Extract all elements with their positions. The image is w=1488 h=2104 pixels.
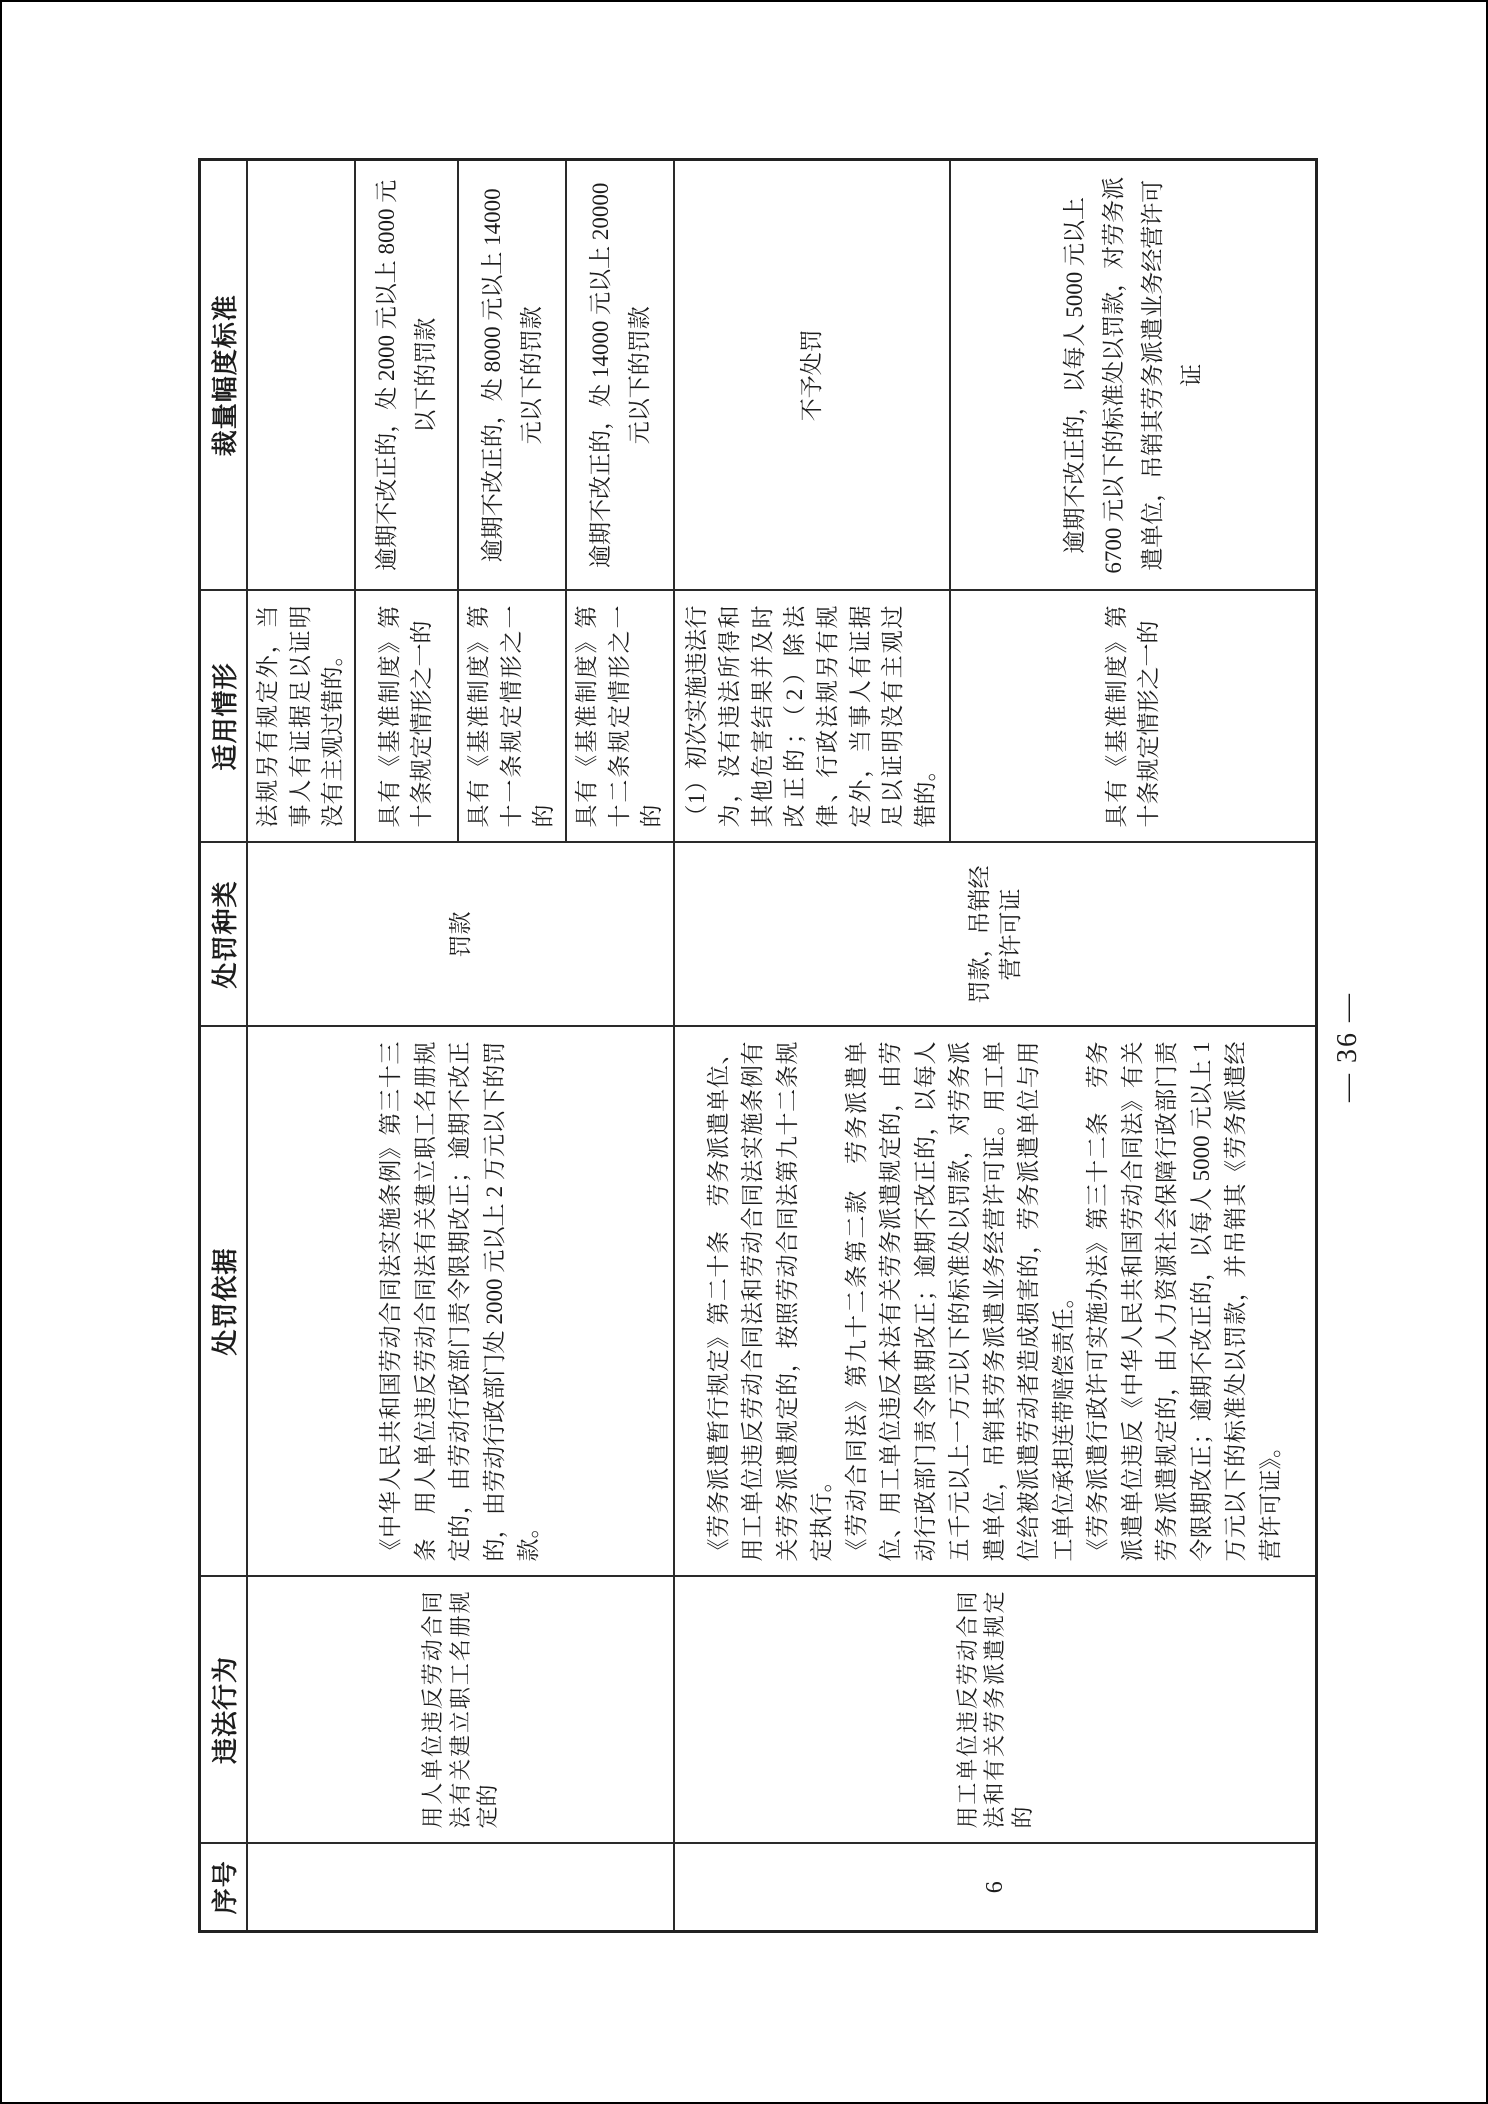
group1-basis-paragraph: 《中华人民共和国劳动合同法实施条例》第三十三条 用人单位违反劳动合同法有关建立职工名册规定的，由劳动行政部门责令限期改正；逾期不改正的，由劳动行政部门处 2000 元以上 2 万元以下的罚款。 [378,1041,542,1562]
group2-penalty-type-cell: 罚款，吊销经营许可证 [674,843,1317,1027]
group2-standard-2: 逾期不改正的，以每人 5000 元以上 6700 元以下的标准处以罚款，对劳务派遣单位，吊销其劳务派遣业务经营许可证 [950,160,1317,591]
group1-subrow1 [247,160,355,1932]
group1-situation-2: 具有《基准制度》第十条规定情形之一的 [355,591,458,843]
rotated-landscape-content [198,161,1364,1933]
group2-penalty-basis-cell [674,1027,1317,1577]
group2-situation-1: （1）初次实施违法行为，没有违法所得和其他危害结果并及时改正的；（2）除法律、行政法规另有规定外，当事人有证据足以证明没有主观过错的。 [674,591,950,843]
group2-basis-paragraph-2: 《劳动合同法》第九十二条第二款 劳务派遣单位、用工单位违反本法有关劳务派遣规定的，由劳动行政部门责令限期改正；逾期不改正的，以每人五千元以上一万元以下的标准处以罚款，对劳务派遣单位，吊销其劳务派遣业务经营许可证。用工单位给被派遣劳动者造成损害的，劳务派遣单位与用工单位承担连带赔偿责任。 [843,1041,1076,1562]
header-illegal-act: 违法行为 [200,1577,248,1844]
group2-serial-cell: 6 [674,1844,1317,1932]
group2-basis-paragraph-3: 《劳务派遣行政许可实施办法》第三十二条 劳务派遣单位违反《中华人民共和国劳动合同法》有关劳务派遣规定的，由人力资源社会保障行政部门责令限期改正；逾期不改正的，以每人 5000 元以上 1 万元以下的标准处以罚款，并吊销其《劳务派遣经营许可证》。 [1085,1041,1283,1562]
group2-standard-1: 不予处罚 [674,160,950,591]
rotated-content-area [198,161,1364,1933]
group1-serial-cell [247,1844,674,1932]
header-penalty-basis: 处罚依据 [200,1027,248,1577]
group1-standard-4: 逾期不改正的，处 14000 元以上 20000 元以下的罚款 [566,160,674,591]
header-situation: 适用情形 [200,591,248,843]
group2-situation-2: 具有《基准制度》第十条规定情形之一的 [950,591,1317,843]
group1-situation-4: 具有《基准制度》第十二条规定情形之一的 [566,591,674,843]
page-number: — 36 — [1332,992,1364,1102]
group1-situation-1: 法规另有规定外，当事人有证据足以证明没有主观过错的。 [247,591,355,843]
group2-subrow1 [674,160,950,1932]
group1-penalty-basis-cell [247,1027,674,1577]
group1-standard-1 [247,160,355,591]
group2-illegal-act-cell: 用工单位违反劳动合同法和有关劳务派遣规定的 [674,1577,1317,1844]
header-penalty-type: 处罚种类 [200,843,248,1027]
group1-standard-2: 逾期不改正的，处 2000 元以上 8000 元以下的罚款 [355,160,458,591]
header-standard: 裁量幅度标准 [200,160,248,591]
header-serial: 序号 [200,1844,248,1932]
group1-situation-3: 具有《基准制度》第十一条规定情形之一的 [458,591,566,843]
group1-penalty-type-cell: 罚款 [247,843,674,1027]
group1-standard-3: 逾期不改正的，处 8000 元以上 14000 元以下的罚款 [458,160,566,591]
group2-basis-paragraph-1: 《劳务派遣暂行规定》第二十条 劳务派遣单位、用工单位违反劳动合同法和劳动合同法实施条例有关劳务派遣规定的，按照劳动合同法第九十二条规定执行。 [705,1041,835,1562]
penalty-discretion-table [198,158,1318,1933]
table-header-row [200,160,248,1932]
group1-illegal-act-cell: 用人单位违反劳动合同法有关建立职工名册规定的 [247,1577,674,1844]
